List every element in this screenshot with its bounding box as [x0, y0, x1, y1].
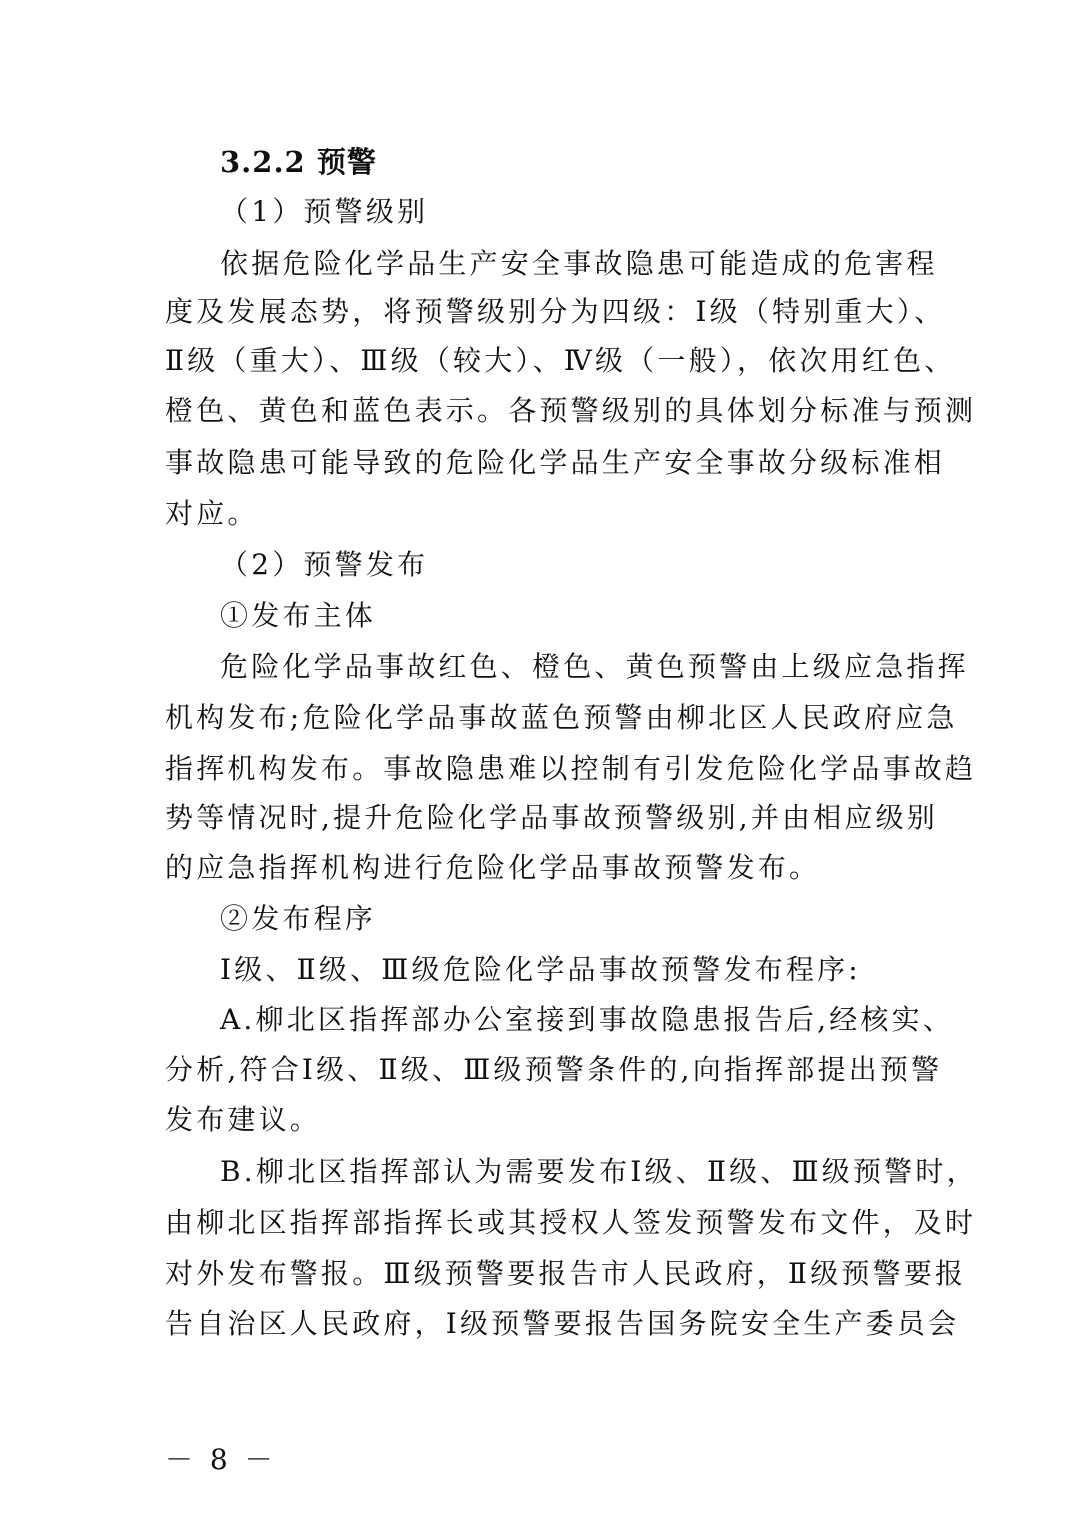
paragraph-line: A.柳北区指挥部办公室接到事故隐患报告后,经核实、 [220, 1003, 955, 1036]
paragraph-line: 势等情况时,提升危险化学品事故预警级别,并由相应级别 [165, 801, 939, 834]
paragraph-line: B.柳北区指挥部认为需要发布Ⅰ级、Ⅱ级、Ⅲ级预警时， [220, 1155, 978, 1188]
paragraph-line: 事故隐患可能导致的危险化学品生产安全事故分级标准相 [165, 446, 946, 479]
subsection-title: （2）预警发布 [220, 548, 429, 581]
section-heading: 3.2.2 预警 [220, 145, 377, 179]
paragraph-line: 指挥机构发布。事故隐患难以控制有引发危险化学品事故趋 [165, 752, 977, 785]
paragraph-line: 依据危险化学品生产安全事故隐患可能造成的危害程 [220, 247, 938, 280]
item-title: ②发布程序 [220, 902, 377, 935]
paragraph-line: 对应。 [165, 497, 259, 530]
paragraph-line: 由柳北区指挥部指挥长或其授权人签发预警发布文件，及时 [165, 1206, 977, 1239]
subsection-title: （1）预警级别 [220, 195, 429, 228]
paragraph-line: 对外发布警报。Ⅲ级预警要报告市人民政府，Ⅱ级预警要报 [165, 1257, 967, 1290]
paragraph-line: 的应急指挥机构进行危险化学品事故预警发布。 [165, 851, 821, 884]
item-title: ①发布主体 [220, 599, 377, 632]
paragraph-line: 危险化学品事故红色、橙色、黄色预警由上级应急指挥 [220, 650, 969, 683]
paragraph-line: 度及发展态势，将预警级别分为四级：Ⅰ级（特别重大）、 [165, 295, 946, 328]
paragraph-line: 机构发布;危险化学品事故蓝色预警由柳北区人民政府应急 [165, 701, 958, 734]
paragraph-line: Ⅱ级（重大）、Ⅲ级（较大）、Ⅳ级（一般），依次用红色、 [165, 344, 956, 377]
paragraph-line: 分析,符合Ⅰ级、Ⅱ级、Ⅲ级预警条件的,向指挥部提出预警 [165, 1053, 943, 1086]
paragraph-line: 橙色、黄色和蓝色表示。各预警级别的具体划分标准与预测 [165, 394, 977, 427]
paragraph-line: 告自治区人民政府，Ⅰ级预警要报告国务院安全生产委员会 [165, 1307, 960, 1340]
paragraph-line: 发布建议。 [165, 1103, 322, 1136]
page-number: － 8 － [165, 1443, 277, 1476]
paragraph-line: Ⅰ级、Ⅱ级、Ⅲ级危险化学品事故预警发布程序: [220, 953, 861, 986]
